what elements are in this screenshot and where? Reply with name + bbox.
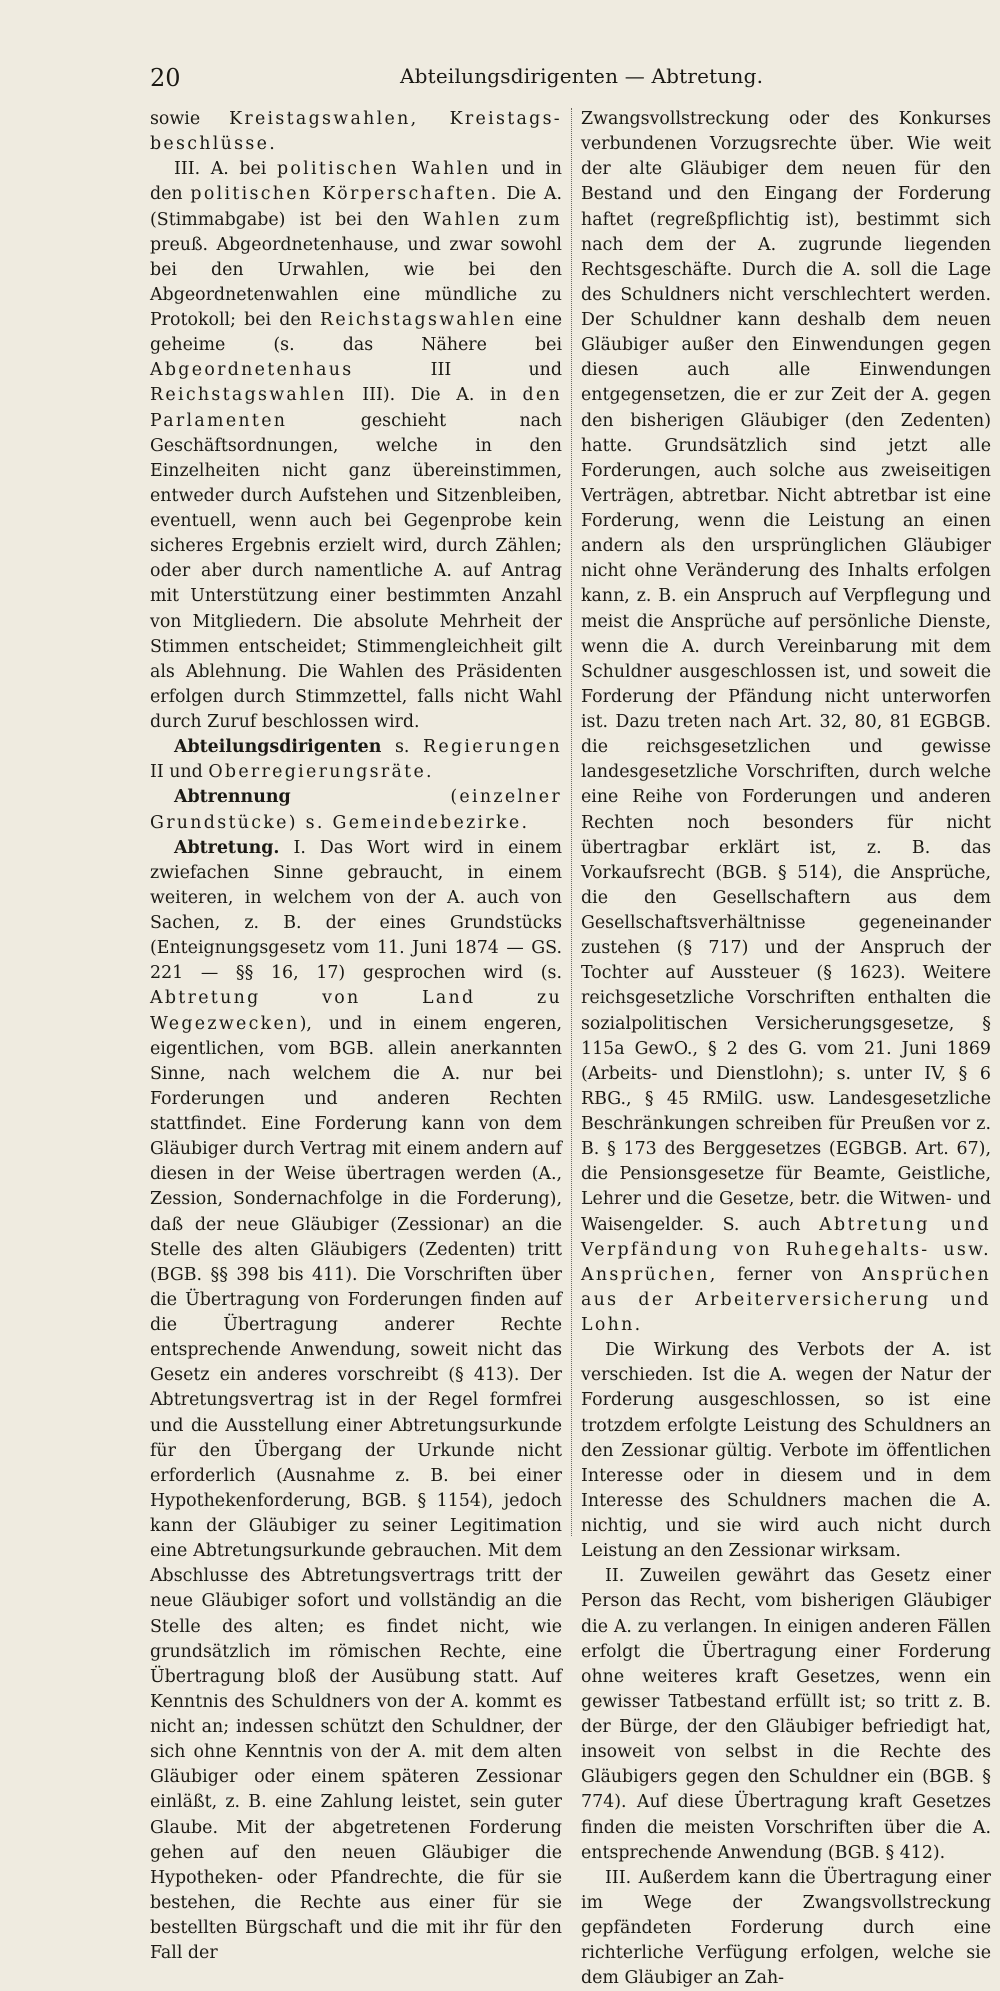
paragraph-verbot: Die Wirkung des Verbots der A. ist verschieden. Ist die A. wegen der Natur der Forderung ausgeschlossen, so ist eine trotzdem erfolgte Leistung des Schuldners an den Zessionar gültig. Verbote im öffentlichen Interesse oder in diesem und in dem Interesse des Schuldners machen die A. nichtig, und sie wird auch nicht durch Leistung an den Zessionar wirksam. [581, 1340, 991, 1562]
paragraph-kreistagswahlen: sowie Kreistagswahlen, Kreistags-beschlüsse. [150, 109, 562, 155]
column-divider [571, 108, 572, 1536]
headword-abtretung: Abtretung. [174, 837, 280, 858]
paragraph-politische-wahlen: III. A. bei politischen Wahlen und in den politischen Körperschaften. Die A. (Stimmabgabe) ist bei den Wahlen zum preuß. Abgeordnetenhause, und zwar sowohl bei den Urwahlen, wie bei den Abgeordnetenwahlen eine mündliche zu Protokoll; bei den Reichstagswahlen eine geheime (s. das Nähere bei Abgeordnetenhaus III und Reichstagswahlen III). Die A. in den Parlamenten geschieht nach Geschäftsordnungen, welche in den Einzelheiten nicht ganz übereinstimmen, entweder durch Aufstehen und Sitzenbleiben, eventuell, wenn auch bei Gegenprobe kein sicheres Ergebnis erzielt wird, durch Zählen; oder aber durch namentliche A. auf Antrag mit Unterstützung einer bestimmten Anzahl von Mitgliedern. Die absolute Mehrheit der Stimmen entscheidet; Stimmengleichheit gilt als Ablehnung. Die Wahlen des Präsidenten erfolgen durch Stimmzettel, falls nicht Wahl durch Zuruf beschlossen wird. [150, 159, 563, 732]
left-column [150, 107, 562, 1966]
paragraph-section-iii: III. Außerdem kann die Übertragung einer im Wege der Zwangsvollstreckung gepfändeten Forderung durch eine richterliche Verfügung erfolgen, welche sie dem Gläubiger an Zah- [581, 1867, 991, 1989]
headword-abteilungsdirigenten: Abteilungsdirigenten [174, 737, 382, 758]
right-column [581, 107, 991, 1991]
paragraph-section-ii: II. Zuweilen gewährt das Gesetz einer Person das Recht, vom bisherigen Gläubiger die A. zu verlangen. In einigen anderen Fällen erfolgt die Übertragung einer Forderung ohne weiteres kraft Gesetzes, wenn ein gewisser Tatbestand erfüllt ist; so tritt z. B. der Bürge, der den Gläubiger befriedigt hat, insoweit von selbst in die Rechte des Gläubigers gegen den Schuldner ein (BGB. § 774). Auf diese Übertragung kraft Gesetzes finden die meisten Vorschriften über die A. entsprechende Anwendung (BGB. § 412). [581, 1566, 991, 1863]
page-header [150, 58, 990, 98]
paragraph-continuation: Zwangsvollstreckung oder des Konkurses verbundenen Vorzugsrechte über. Wie weit der alte Gläubiger dem neuen für den Bestand und den Eingang der Forderung haftet (regreßpflichtig ist), bestimmt sich nach dem der A. zugrunde liegenden Rechtsgeschäfte. Durch die A. soll die Lage des Schuldners nicht verschlechtert werden. Der Schuldner kann deshalb dem neuen Gläubiger außer den Einwendungen gegen diesen auch alle Einwendungen entgegensetzen, die er zur Zeit der A. gegen den bisherigen Gläubiger (den Zedenten) hatte. Grundsätzlich sind jetzt alle Forderungen, auch solche aus zweiseitigen Verträgen, abtretbar. Nicht abtretbar ist eine Forderung, wenn die Leistung an einen andern als den ursprünglichen Gläubiger nicht ohne Veränderung des Inhalts erfolgen kann, z. B. ein Anspruch auf Verpflegung und meist die Ansprüche auf persönliche Dienste, wenn die A. durch Vereinbarung mit dem Schuldner ausgeschlossen ist, und soweit die Forderung der Pfändung nicht unterworfen ist. Dazu treten nach Art. 32, 80, 81 EGBGB. die reichsgesetzlichen und gewisse landesgesetzliche Vorschriften, durch welche eine Reihe von Forderungen und anderen Rechten noch besonders für nicht übertragbar erklärt ist, z. B. das Vorkaufsrecht (BGB. § 514), die Ansprüche, die den Gesellschaftern aus dem Gesellschaftsverhältnisse gegeneinander zustehen (§ 717) und der Anspruch der Tochter auf Aussteuer (§ 1623). Weitere reichsgesetzliche Vorschriften enthalten die sozialpolitischen Versicherungsgesetze, § 115a GewO., § 2 des G. vom 21. Juni 1869 (Arbeits- und Dienstlohn); s. unter IV, § 6 RBG., § 45 RMilG. usw. Landesgesetzliche Beschränkungen schreiben für Preußen vor z. B. § 173 des Berggesetzes (EGBGB. Art. 67), die Pensionsgesetze für Beamte, Geistliche, Lehrer und die Gesetze, betr. die Witwen- und Waisengelder. S. auch Abtretung und Verpfändung von Ruhegehalts- usw. Ansprüchen, ferner von Ansprüchen aus der Arbeiterversicherung und Lohn. [581, 109, 991, 1335]
page-number: 20 [150, 64, 181, 92]
entry-abtretung: Abtretung. I. Das Wort wird in einem zwiefachen Sinne gebraucht, in einem weiteren, in welchem von der A. auch von Sachen, z. B. der eines Grundstücks (Enteignungsgesetz vom 11. Juni 1874 — GS. 221 — §§ 16, 17) gesprochen wird (s. Abtretung von Land zu Wegezwecken), und in einem engeren, eigentlichen, vom BGB. allein anerkannten Sinne, nach welchem die A. nur bei Forderungen und anderen Rechten stattfindet. Eine Forderung kann von dem Gläubiger durch Vertrag mit einem andern auf diesen in der Weise übertragen werden (A., Zession, Sondernachfolge in die Forderung), daß der neue Gläubiger (Zessionar) an die Stelle des alten Gläubigers (Zedenten) tritt (BGB. §§ 398 bis 411). Die Vorschriften über die Übertragung von Forderungen finden auf die Übertragung anderer Rechte entsprechende Anwendung, soweit nicht das Gesetz ein anderes vorschreibt (§ 413). Der Abtretungsvertrag ist in der Regel formfrei und die Ausstellung einer Abtretungsurkunde für den Übergang der Urkunde nicht erforderlich (Ausnahme z. B. bei einer Hypothekenforderung, BGB. § 1154), jedoch kann der Gläubiger zu seiner Legitimation eine Abtretungsurkunde gebrauchen. Mit dem Abschlusse des Abtretungsvertrags tritt der neue Gläubiger sofort und vollständig an die Stelle des alten; es findet nicht, wie grundsätzlich im römischen Rechte, eine Übertragung bloß der Ausübung statt. Auf Kenntnis des Schuldners von der A. kommt es nicht an; indessen schützt den Schuldner, der sich ohne Kenntnis von der A. mit dem alten Gläubiger oder einem späteren Zessionar einläßt, z. B. eine Zahlung leistet, sein guter Glaube. Mit der abgetretenen Forderung gehen auf den neuen Gläubiger die Hypotheken- oder Pfandrechte, die für sie bestehen, die Rechte aus einer für sie bestellten Bürgschaft und die mit ihr für den Fall der [150, 837, 562, 1964]
running-head: Abteilungsdirigenten — Abtretung. [400, 64, 764, 88]
entry-abteilungsdirigenten: Abteilungsdirigenten s. Regierungen II und Oberregierungsräte. [150, 737, 562, 783]
entry-abtrennung: Abtrennung (einzelner Grundstücke) s. Gemeindebezirke. [150, 787, 562, 833]
headword-abtrennung: Abtrennung [174, 787, 291, 808]
